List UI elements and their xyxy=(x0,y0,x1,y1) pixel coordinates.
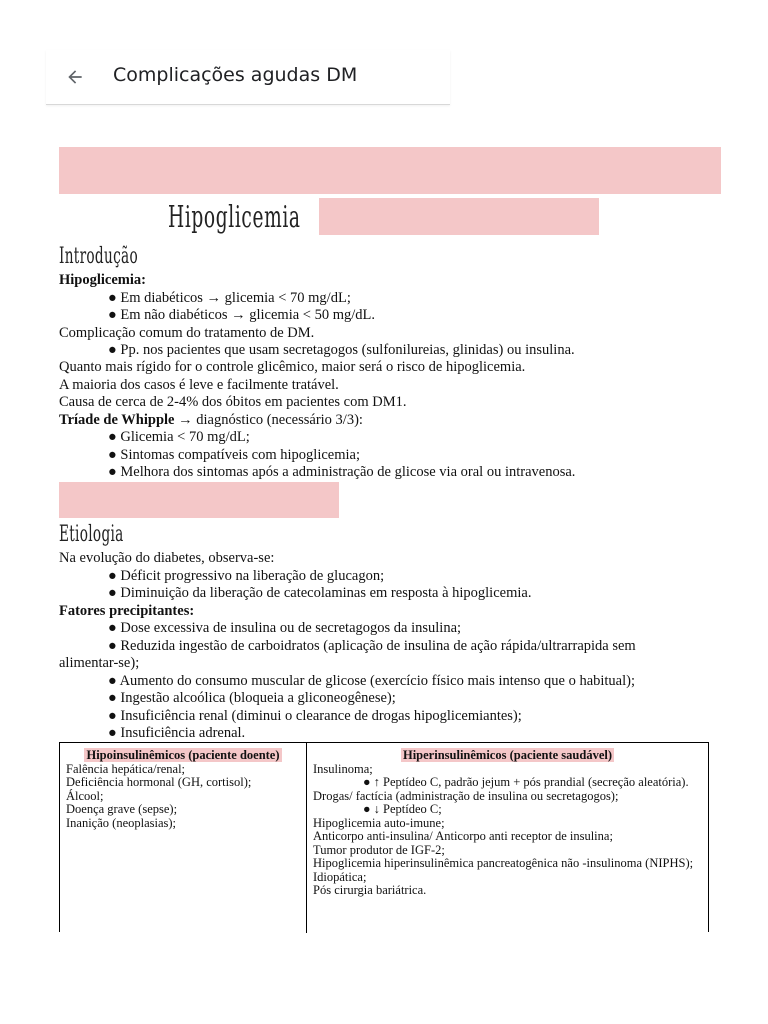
factor-item: ● Dose excessiva de insulina ou de secretagogos da insulina; xyxy=(108,620,462,636)
factor-item: ● Ingestão alcoólica (bloqueia a gliconeogênese); xyxy=(108,690,396,706)
intro-line: Complicação comum do tratamento de DM. xyxy=(59,325,315,341)
etiology-intro: Na evolução do diabetes, observa-se: xyxy=(59,550,275,566)
intro-line: Quanto mais rígido for o controle glicêmico, maior será o risco de hipoglicemia. xyxy=(59,359,526,375)
highlight-bar-section xyxy=(59,482,339,518)
section-heading-etiology: Etiologia xyxy=(59,522,124,547)
page-title: Complicações agudas DM xyxy=(113,64,358,86)
table-cell-item: Insulinoma; xyxy=(313,761,373,776)
whipple-item: ● Melhora dos sintomas após a administração de glicose via oral ou intravenosa. xyxy=(108,464,576,480)
table-column-hyperinsulinemic xyxy=(307,743,710,933)
app-bar xyxy=(46,50,450,105)
table-cell-item: Tumor produtor de IGF-2; xyxy=(313,842,445,857)
table-cell-item: Hipoglicemia hiperinsulinêmica pancreatogênica não -insulinoma (NIPHS); xyxy=(313,856,694,870)
table-cell-item: Falência hepática/renal; xyxy=(66,761,186,776)
table-cell-bullet: ● ↓ Peptídeo C; xyxy=(363,802,442,816)
highlight-bar-title xyxy=(319,198,599,235)
intro-bullet: ● Pp. nos pacientes que usam secretagogos (sulfonilureias, glinidas) ou insulina. xyxy=(108,342,575,358)
table-cell-item: Idiopática; xyxy=(313,869,367,884)
table-cell-item: Deficiência hormonal (GH, cortisol); xyxy=(66,775,252,789)
factor-item: ● Reduzida ingestão de carboidratos (aplicação de insulina de ação rápida/ultrarrapida sem xyxy=(108,638,636,654)
factor-item-continued: alimentar-se); xyxy=(59,655,140,671)
intro-line: A maioria dos casos é leve e facilmente tratável. xyxy=(59,377,339,393)
table-cell-item: Doença grave (sepse); xyxy=(66,802,178,816)
table-cell-item: Álcool; xyxy=(66,788,104,803)
intro-bullet: ● Em diabéticos → glicemia < 70 mg/dL; xyxy=(108,290,351,306)
etiology-bullet: ● Déficit progressivo na liberação de glucagon; xyxy=(108,568,385,584)
intro-bullet: ● Em não diabéticos → glicemia < 50 mg/dL. xyxy=(108,307,376,323)
table-column-hypoinsulinemic xyxy=(60,743,307,933)
etiology-table xyxy=(59,742,709,932)
highlight-bar-top xyxy=(59,147,721,194)
back-button[interactable] xyxy=(60,62,90,92)
table-cell-item: Hipoglicemia auto-imune; xyxy=(313,815,445,830)
etiology-bullet: ● Diminuição da liberação de catecolaminas em resposta à hipoglicemia. xyxy=(108,585,532,601)
table-cell-item: Inanição (neoplasias); xyxy=(66,815,177,830)
whipple-item: ● Glicemia < 70 mg/dL; xyxy=(108,429,250,445)
factors-title: Fatores precipitantes: xyxy=(59,603,195,619)
arrow-left-icon xyxy=(65,67,85,87)
intro-line: Hipoglicemia: xyxy=(59,272,146,288)
table-header-left: Hipoinsulinêmicos (paciente doente) xyxy=(86,748,280,762)
whipple-item: ● Sintomas compatíveis com hipoglicemia; xyxy=(108,447,360,463)
whipple-line: Tríade de Whipple → diagnóstico (necessário 3/3): xyxy=(59,412,363,428)
table-cell-item: Anticorpo anti-insulina/ Anticorpo anti receptor de insulina; xyxy=(313,829,613,843)
table-cell-bullet: ● ↑ Peptídeo C, padrão jejum + pós prandial (secreção aleatória). xyxy=(363,775,689,789)
document-title: Hipoglicemia xyxy=(168,200,301,235)
table-header-right: Hiperinsulinêmicos (paciente saudável) xyxy=(402,748,613,762)
section-heading-intro: Introdução xyxy=(59,244,138,269)
factor-item: ● Aumento do consumo muscular de glicose (exercício físico mais intenso que o habitual); xyxy=(108,673,636,689)
table-cell-item: Pós cirurgia bariátrica. xyxy=(313,883,427,897)
intro-line: Causa de cerca de 2-4% dos óbitos em pacientes com DM1. xyxy=(59,394,407,410)
factor-item: ● Insuficiência adrenal. xyxy=(108,725,246,741)
table-cell-item: Drogas/ factícia (administração de insulina ou secretagogos); xyxy=(313,788,619,803)
factor-item: ● Insuficiência renal (diminui o clearance de drogas hipoglicemiantes); xyxy=(108,708,522,724)
